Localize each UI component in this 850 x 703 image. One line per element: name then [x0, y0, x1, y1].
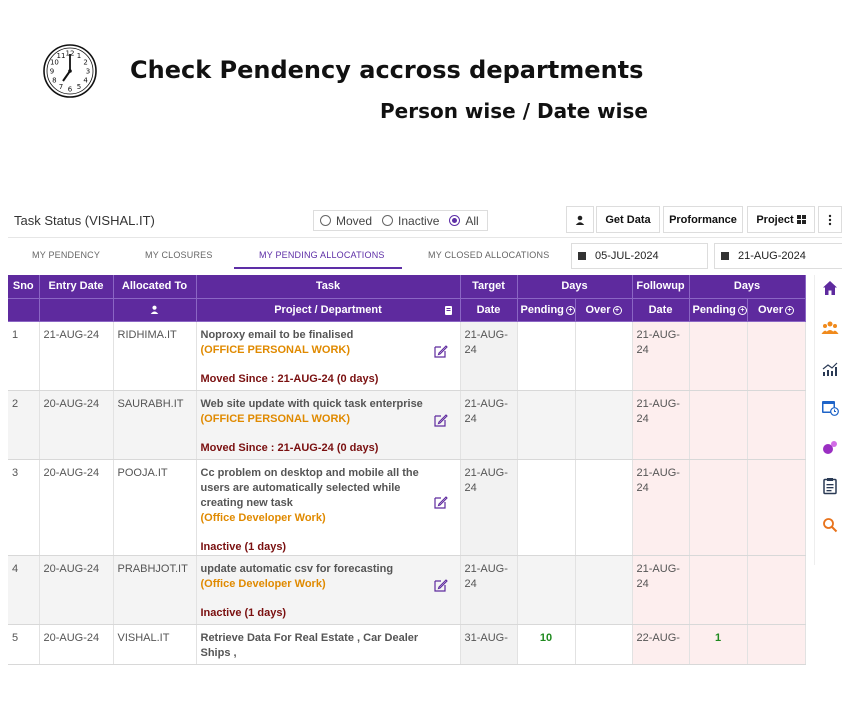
clock-numeral: 1 — [76, 51, 82, 60]
cell-pending-followup — [689, 390, 747, 459]
edit-icon[interactable] — [434, 495, 448, 509]
header-pending-followup[interactable] — [689, 298, 747, 321]
clock-numeral: 7 — [58, 83, 64, 92]
header-user-filter[interactable] — [113, 298, 196, 321]
cell-pending-followup — [689, 459, 747, 555]
calendar-clock-icon[interactable] — [821, 398, 839, 416]
from-date-field[interactable] — [571, 243, 708, 269]
cell-over-followup — [747, 459, 805, 555]
page-title: Check Pendency accross departments — [130, 56, 644, 84]
header-followup-date: Date — [632, 298, 689, 321]
cell-sno: 4 — [8, 555, 39, 624]
clock-numeral: 5 — [76, 83, 82, 92]
cell-entry-date: 20-AUG-24 — [39, 624, 113, 664]
radio-inactive-label: Inactive — [398, 213, 440, 228]
cell-pending-followup: 1 — [689, 624, 747, 664]
clock-numeral: 2 — [83, 58, 88, 67]
cell-allocated-to: POOJA.IT — [113, 459, 196, 555]
cell-sno: 5 — [8, 624, 39, 664]
table-row[interactable] — [8, 624, 805, 664]
analytics-icon[interactable] — [821, 360, 839, 378]
project-name: (OFFICE PERSONAL WORK) — [200, 412, 351, 425]
cell-over — [575, 459, 632, 555]
header-project-department — [196, 298, 460, 321]
radio-moved-circle[interactable] — [320, 215, 331, 226]
home-icon[interactable] — [821, 279, 839, 297]
cell-entry-date: 20-AUG-24 — [39, 390, 113, 459]
more-menu-button[interactable] — [818, 206, 842, 233]
cell-pending-followup — [689, 321, 747, 390]
task-status-label: Task Status (VISHAL.IT) — [14, 213, 155, 228]
to-date-field[interactable] — [714, 243, 842, 269]
get-data-button[interactable]: Get Data — [596, 206, 660, 233]
proformance-button[interactable]: Proformance — [663, 206, 743, 233]
sort-icon[interactable]: + — [566, 306, 575, 315]
table-row[interactable] — [8, 459, 805, 555]
tab-my-closed-allocations[interactable]: MY CLOSED ALLOCATIONS — [428, 250, 550, 260]
side-icon-rail — [814, 275, 842, 565]
toolbar — [8, 202, 842, 238]
radio-all[interactable] — [449, 214, 478, 228]
cell-pending — [517, 459, 575, 555]
radio-inactive[interactable] — [382, 214, 439, 228]
sort-icon[interactable]: + — [613, 306, 622, 315]
cell-sno: 1 — [8, 321, 39, 390]
cell-over-followup — [747, 555, 805, 624]
header-target: Target — [460, 275, 517, 298]
project-name: (OFFICE PERSONAL WORK) — [200, 343, 351, 356]
status-filter-group — [313, 210, 488, 231]
task-text: Retrieve Data For Real Estate , Car Dealer Ships , — [200, 631, 419, 659]
table-row[interactable] — [8, 390, 805, 459]
cell-over — [575, 390, 632, 459]
cell-entry-date: 21-AUG-24 — [39, 321, 113, 390]
header-sno: Sno — [8, 275, 39, 298]
task-text: update automatic csv for forecasting — [200, 562, 394, 575]
cell-over — [575, 555, 632, 624]
cell-entry-date: 20-AUG-24 — [39, 555, 113, 624]
to-date-value: 21-AUG-2024 — [738, 250, 806, 262]
clock-numeral: 9 — [49, 67, 55, 76]
cell-entry-date: 20-AUG-24 — [39, 459, 113, 555]
table-row[interactable] — [8, 321, 805, 390]
grid-icon — [797, 215, 806, 224]
radio-inactive-circle[interactable] — [382, 215, 393, 226]
radio-moved-label: Moved — [336, 213, 373, 228]
allocations-table — [8, 275, 805, 659]
clock-numeral: 3 — [85, 67, 91, 76]
cell-sno: 3 — [8, 459, 39, 555]
user-button[interactable] — [566, 206, 594, 233]
header-blank — [8, 298, 39, 321]
cell-task[interactable] — [196, 624, 460, 664]
project-name: (Office Developer Work) — [200, 577, 326, 590]
radio-moved[interactable] — [320, 214, 372, 228]
header-target-date: Date — [460, 298, 517, 321]
users-icon[interactable] — [821, 319, 839, 337]
radio-all-label: All — [465, 213, 479, 228]
project-button[interactable] — [747, 206, 815, 233]
table-row[interactable] — [8, 555, 805, 624]
user-icon — [150, 305, 159, 314]
project-button-label: Project — [756, 213, 794, 226]
cell-target-date: 21-AUG-24 — [460, 390, 517, 459]
calendar-icon — [578, 252, 586, 260]
clock-numeral: 11 — [56, 51, 66, 60]
project-name: (Office Developer Work) — [200, 511, 326, 524]
cell-pending-followup — [689, 555, 747, 624]
cell-over-followup — [747, 390, 805, 459]
cell-target-date: 21-AUG-24 — [460, 459, 517, 555]
task-status: Inactive (1 days) — [200, 606, 287, 619]
cell-target-date: 21-AUG-24 — [460, 555, 517, 624]
cell-allocated-to: VISHAL.IT — [113, 624, 196, 664]
tab-my-closures[interactable]: MY CLOSURES — [145, 250, 213, 260]
header-allocated-to: Allocated To — [113, 275, 196, 298]
cell-target-date: 21-AUG-24 — [460, 321, 517, 390]
edit-icon[interactable] — [434, 413, 448, 427]
cell-task[interactable] — [196, 390, 460, 459]
search-icon[interactable] — [821, 516, 839, 534]
cell-task[interactable] — [196, 321, 460, 390]
header-pending[interactable] — [517, 298, 575, 321]
cell-followup-date: 22-AUG- — [632, 624, 689, 664]
header-project-department-label: Project / Department — [274, 303, 382, 316]
cell-task[interactable] — [196, 459, 460, 555]
task-status: Moved Since : 21-AUG-24 (0 days) — [200, 441, 379, 454]
header-entry-date: Entry Date — [39, 275, 113, 298]
cell-allocated-to: SAURABH.IT — [113, 390, 196, 459]
cell-pending — [517, 321, 575, 390]
cell-over-followup — [747, 624, 805, 664]
header-pending-label: Pending — [520, 303, 564, 316]
cell-followup-date: 21-AUG-24 — [632, 390, 689, 459]
task-text: Cc problem on desktop and mobile all the users are automatically selected while creating new task — [200, 466, 419, 509]
bubbles-icon[interactable] — [821, 438, 839, 456]
sort-icon[interactable]: + — [738, 306, 747, 315]
header-days-followup: Days — [689, 275, 805, 298]
app-window — [8, 202, 842, 659]
header-followup: Followup — [632, 275, 689, 298]
clipboard-icon[interactable] — [821, 477, 839, 495]
radio-all-circle[interactable] — [449, 215, 460, 226]
tab-my-pending-allocations[interactable]: MY PENDING ALLOCATIONS — [259, 250, 385, 260]
document-icon[interactable] — [445, 306, 452, 315]
header-blank — [39, 298, 113, 321]
cell-pending — [517, 555, 575, 624]
header-over[interactable] — [575, 298, 632, 321]
cell-over-followup — [747, 321, 805, 390]
cell-pending — [517, 390, 575, 459]
tab-my-pendency[interactable]: MY PENDENCY — [32, 250, 101, 260]
kebab-icon — [828, 214, 832, 226]
active-tab-indicator — [234, 267, 402, 269]
from-date-value: 05-JUL-2024 — [595, 250, 659, 262]
cell-followup-date: 21-AUG-24 — [632, 459, 689, 555]
clock-numeral: 6 — [67, 85, 73, 94]
task-text: Web site update with quick task enterprise — [200, 397, 423, 410]
task-status: Moved Since : 21-AUG-24 (0 days) — [200, 372, 379, 385]
header-over-followup[interactable] — [747, 298, 805, 321]
header-over-followup-label: Over — [757, 303, 784, 316]
clock-numeral: 8 — [52, 76, 57, 85]
calendar-icon — [721, 252, 729, 260]
edit-icon[interactable] — [434, 344, 448, 358]
cell-allocated-to: RIDHIMA.IT — [113, 321, 196, 390]
cell-target-date: 31-AUG- — [460, 624, 517, 664]
sort-icon[interactable]: + — [785, 306, 794, 315]
cell-over — [575, 624, 632, 664]
cell-followup-date: 21-AUG-24 — [632, 555, 689, 624]
cell-over — [575, 321, 632, 390]
cell-sno: 2 — [8, 390, 39, 459]
edit-icon[interactable] — [434, 578, 448, 592]
user-icon — [575, 215, 585, 225]
clock-numeral: 4 — [83, 76, 88, 85]
task-text: Noproxy email to be finalised — [200, 328, 354, 341]
page-subtitle: Person wise / Date wise — [380, 99, 648, 123]
clock-icon — [42, 43, 98, 99]
clock-numeral: 12 — [65, 49, 75, 58]
task-status: Inactive (1 days) — [200, 540, 287, 553]
header-task: Task — [196, 275, 460, 298]
cell-followup-date: 21-AUG-24 — [632, 321, 689, 390]
header-pending-followup-label: Pending — [692, 303, 736, 316]
cell-task[interactable] — [196, 555, 460, 624]
header-over-label: Over — [585, 303, 611, 316]
header-days: Days — [517, 275, 632, 298]
cell-allocated-to: PRABHJOT.IT — [113, 555, 196, 624]
cell-pending: 10 — [517, 624, 575, 664]
clock-numeral: 10 — [49, 58, 59, 67]
